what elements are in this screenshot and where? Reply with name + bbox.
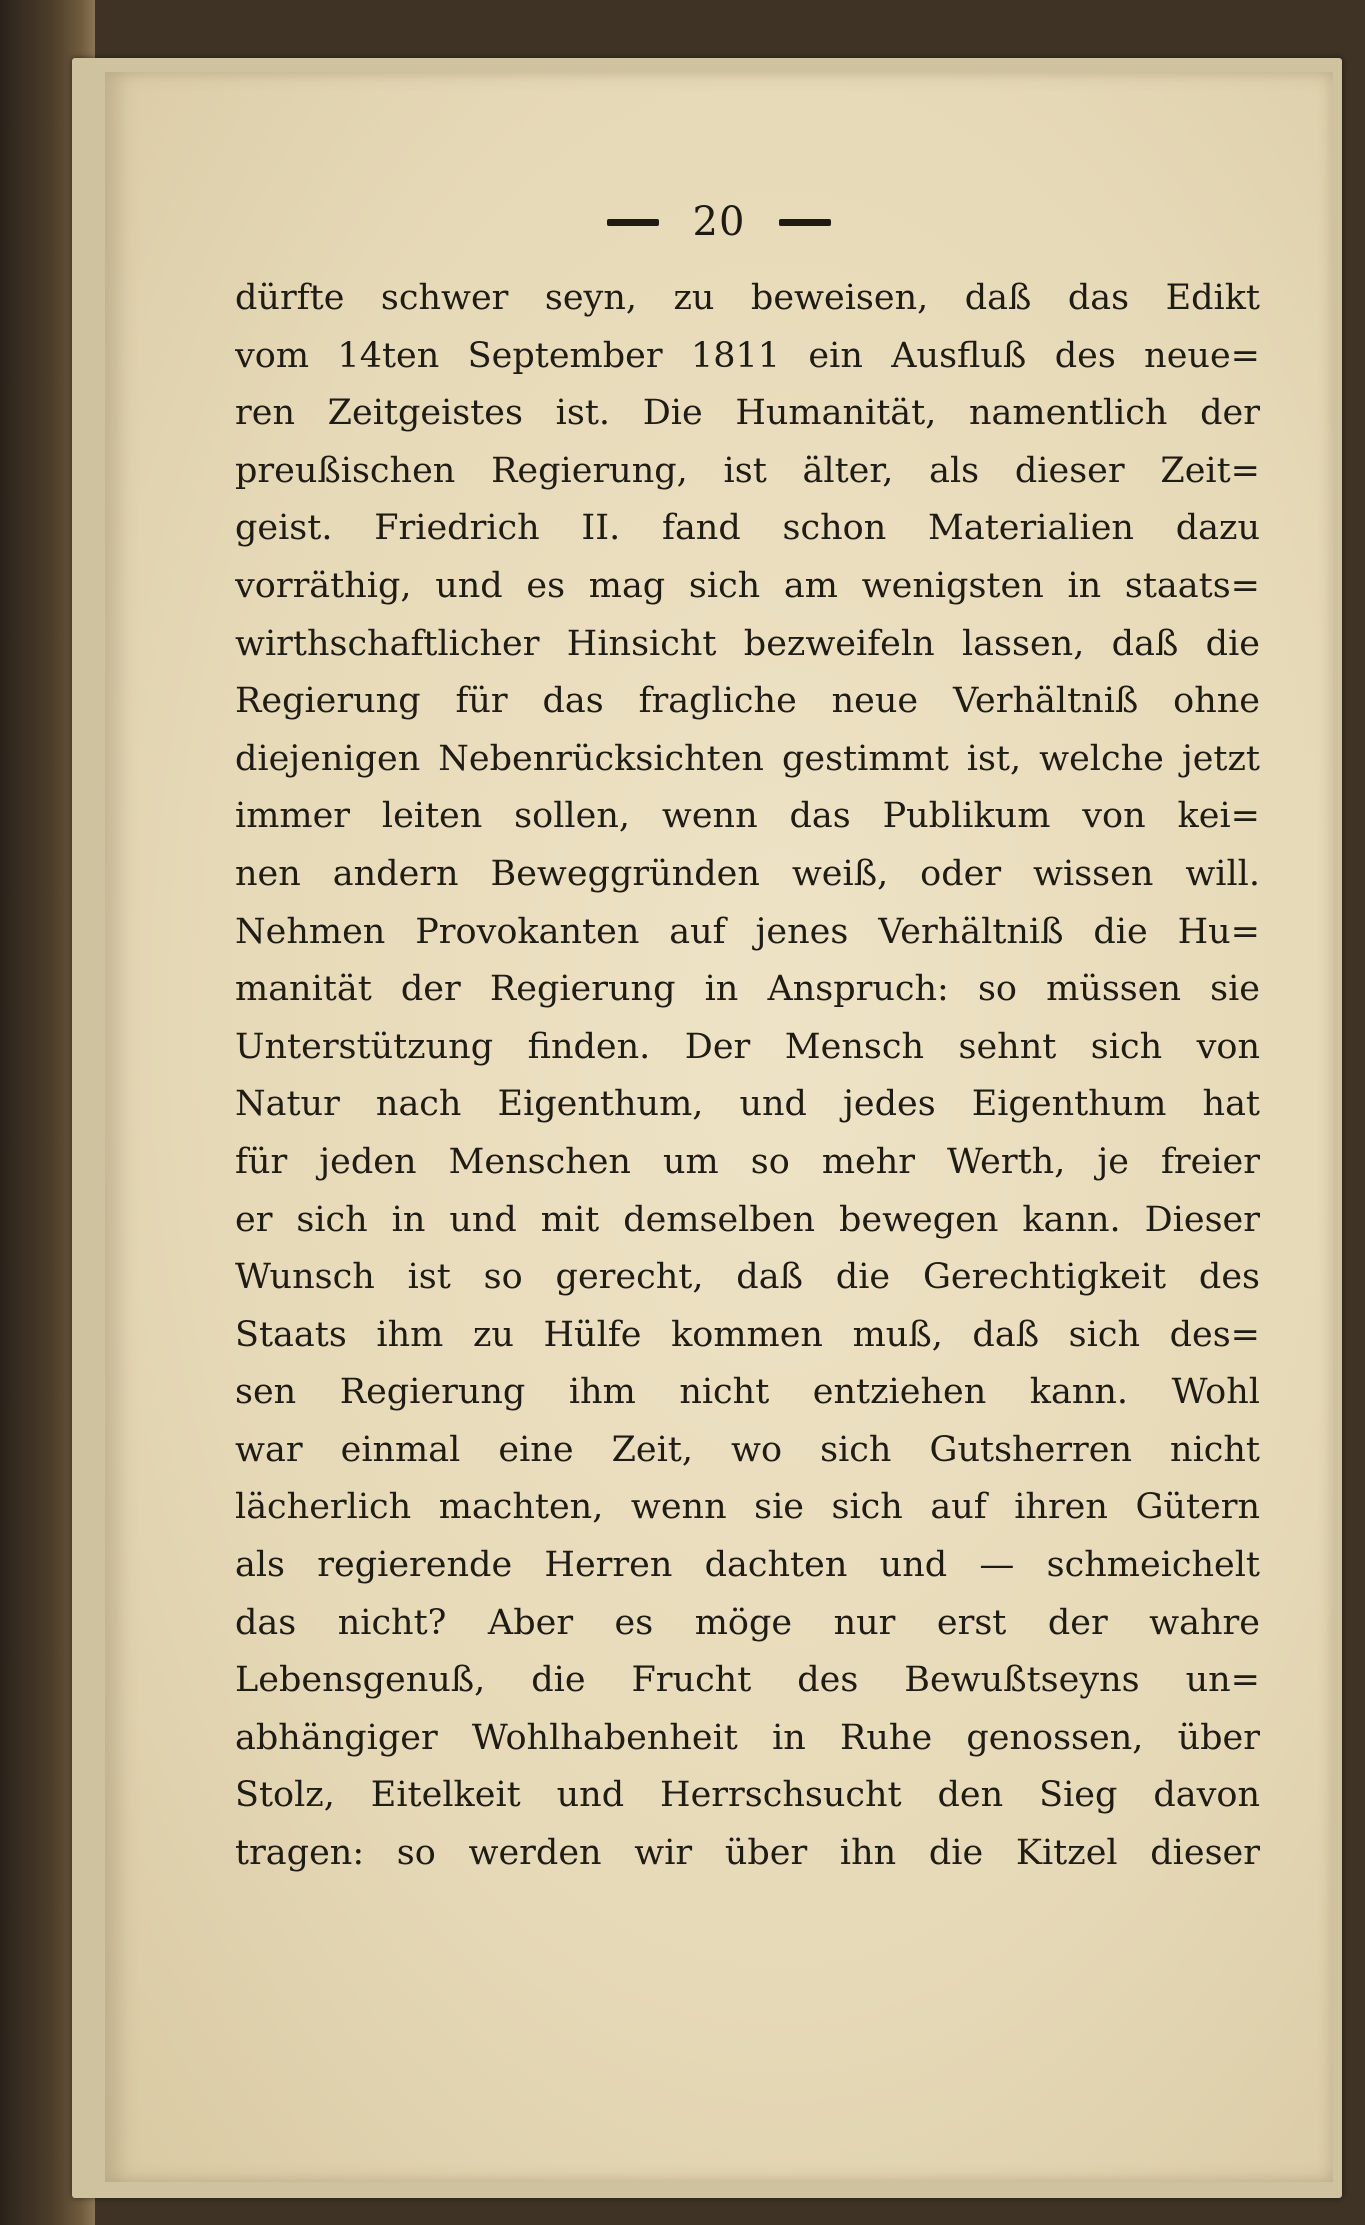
text-line: Regierung für das fragliche neue Verhältniß ohne xyxy=(235,681,1260,722)
text-line: war einmal eine Zeit, wo sich Gutsherren nicht xyxy=(235,1429,1260,1470)
text-line: Lebensgenuß, die Frucht des Bewußtseyns un= xyxy=(235,1660,1260,1701)
header-rule-right xyxy=(779,219,831,226)
text-line: als regierende Herren dachten und — schmeichelt xyxy=(235,1545,1260,1586)
text-line: preußischen Regierung, ist älter, als dieser Zeit= xyxy=(235,450,1260,491)
text-line: nen andern Beweggründen weiß, oder wissen will. xyxy=(235,853,1260,894)
text-line: sen Regierung ihm nicht entziehen kann. Wohl xyxy=(235,1372,1260,1413)
text-line: diejenigen Nebenrücksichten gestimmt ist, welche jetzt xyxy=(235,738,1260,779)
text-line: Natur nach Eigenthum, und jedes Eigenthum hat xyxy=(235,1084,1260,1125)
text-line: Nehmen Provokanten auf jenes Verhältniß die Hu= xyxy=(235,911,1260,952)
page-number: 20 xyxy=(692,199,746,245)
text-line: manität der Regierung in Anspruch: so müssen sie xyxy=(235,969,1260,1010)
text-line: Staats ihm zu Hülfe kommen muß, daß sich des= xyxy=(235,1314,1260,1355)
text-line: lächerlich machten, wenn sie sich auf ihren Gütern xyxy=(235,1487,1260,1528)
text-line: immer leiten sollen, wenn das Publikum von kei= xyxy=(235,796,1260,837)
text-line: Unterstützung finden. Der Mensch sehnt sich von xyxy=(235,1026,1260,1067)
page-header xyxy=(105,192,1333,252)
text-line: ren Zeitgeistes ist. Die Humanität, namentlich der xyxy=(235,393,1260,434)
text-line: Stolz, Eitelkeit und Herrschsucht den Sieg davon xyxy=(235,1775,1260,1816)
text-line: geist. Friedrich II. fand schon Materialien dazu xyxy=(235,508,1260,549)
text-line: das nicht? Aber es möge nur erst der wahre xyxy=(235,1602,1260,1643)
header-rule-left xyxy=(607,219,659,226)
text-line: abhängiger Wohlhabenheit in Ruhe genossen, über xyxy=(235,1717,1260,1758)
body-text xyxy=(235,270,1260,1883)
text-line: dürfte schwer seyn, zu beweisen, daß das Edikt xyxy=(235,278,1260,318)
text-line: wirthschaftlicher Hinsicht bezweifeln lassen, daß die xyxy=(235,623,1260,664)
text-line: für jeden Menschen um so mehr Werth, je freier xyxy=(235,1141,1260,1182)
text-line: vom 14ten September 1811 ein Ausfluß des neue= xyxy=(235,335,1260,376)
text-line: tragen: so werden wir über ihn die Kitzel dieser xyxy=(235,1833,1260,1874)
text-line: Wunsch ist so gerecht, daß die Gerechtigkeit des xyxy=(235,1257,1260,1298)
text-line: vorräthig, und es mag sich am wenigsten in staats= xyxy=(235,565,1260,606)
text-line: er sich in und mit demselben bewegen kann. Dieser xyxy=(235,1199,1260,1240)
